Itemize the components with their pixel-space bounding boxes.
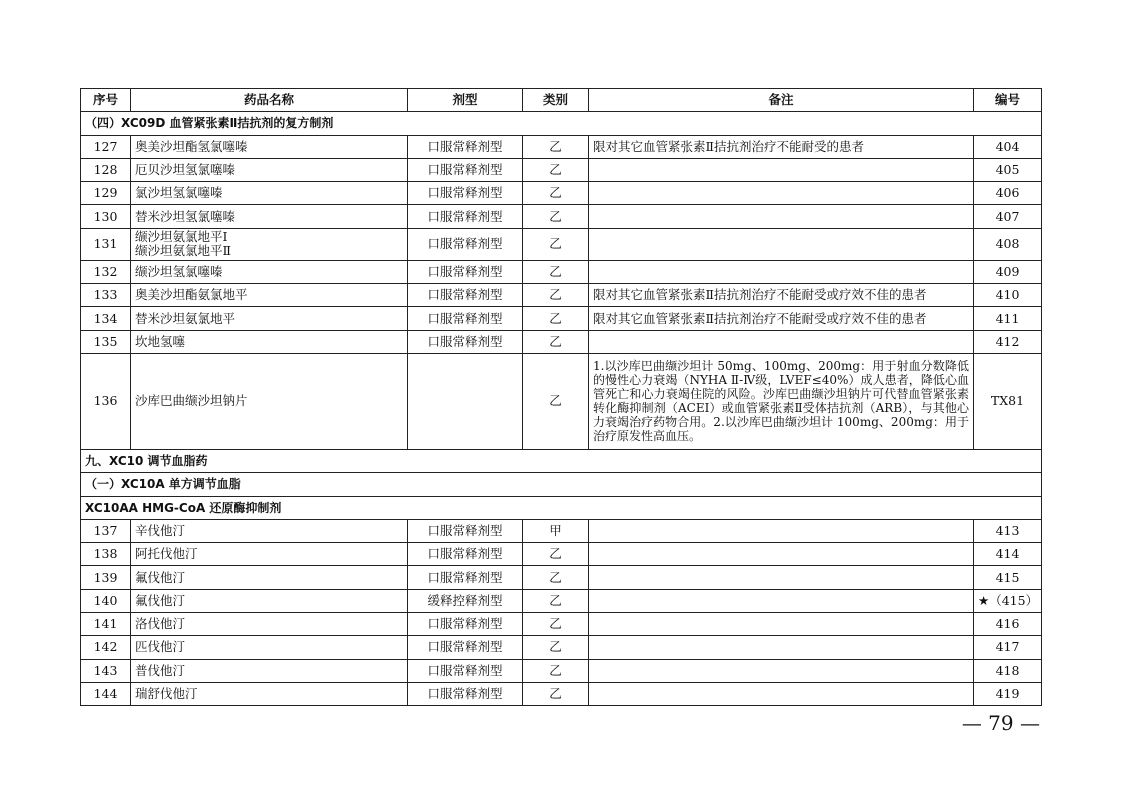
- cell-name: 氯沙坦氢氯噻嗪: [131, 182, 408, 205]
- cell-name: 坎地氢噻: [131, 330, 408, 353]
- table-row: [81, 659, 1042, 682]
- section-title: XC10AA HMG-CoA 还原酶抑制剂: [81, 496, 1042, 519]
- cell-note: [589, 260, 974, 283]
- cell-note: 1.以沙库巴曲缬沙坦计 50mg、100mg、200mg：用于射血分数降低的慢性心力衰竭（NYHA Ⅱ-Ⅳ级，LVEF≤40%）成人患者，降低心血管死亡和心力衰竭住院的风险。沙库巴曲缬沙坦钠片可代替血管紧张素转化酶抑制剂（ACEI）或血管紧张素Ⅱ受体拮抗剂（ARB），与其他心力衰竭治疗药物合用。2.以沙库巴曲缬沙坦计 100mg、200mg：用于治疗原发性高血压。: [589, 353, 974, 449]
- section-title: （四）XC09D 血管紧张素Ⅱ拮抗剂的复方制剂: [81, 112, 1042, 135]
- cell-name: 奥美沙坦酯氢氯噻嗪: [131, 135, 408, 158]
- table-row: [81, 135, 1042, 158]
- cell-category: 乙: [523, 135, 589, 158]
- cell-no: 143: [81, 659, 131, 682]
- cell-form: 口服常释剂型: [408, 566, 523, 589]
- cell-category: 乙: [523, 659, 589, 682]
- cell-form: 口服常释剂型: [408, 182, 523, 205]
- cell-name-line: 缬沙坦氨氯地平Ⅱ: [135, 243, 231, 259]
- cell-category: 乙: [523, 613, 589, 636]
- cell-note: [589, 613, 974, 636]
- cell-form: [408, 353, 523, 449]
- table-row: [81, 613, 1042, 636]
- cell-code: 416: [974, 613, 1042, 636]
- cell-form: 口服常释剂型: [408, 158, 523, 181]
- cell-name-line: 缬沙坦氨氯地平Ⅰ: [135, 229, 228, 245]
- table-row: [81, 353, 1042, 449]
- cell-no: 131: [81, 228, 131, 260]
- table-row: [81, 566, 1042, 589]
- cell-code: 408: [974, 228, 1042, 260]
- table-row: [81, 260, 1042, 283]
- cell-no: 138: [81, 543, 131, 566]
- cell-code: 414: [974, 543, 1042, 566]
- table-row: [81, 636, 1042, 659]
- cell-no: 141: [81, 613, 131, 636]
- cell-form: 口服常释剂型: [408, 205, 523, 228]
- cell-note: [589, 682, 974, 705]
- cell-name: 替米沙坦氨氯地平: [131, 307, 408, 330]
- cell-category: 乙: [523, 205, 589, 228]
- cell-note: [589, 566, 974, 589]
- cell-category: 乙: [523, 682, 589, 705]
- cell-note: 限对其它血管紧张素Ⅱ拮抗剂治疗不能耐受的患者: [589, 135, 974, 158]
- cell-no: 142: [81, 636, 131, 659]
- cell-code: 409: [974, 260, 1042, 283]
- cell-no: 129: [81, 182, 131, 205]
- cell-name: [131, 228, 408, 260]
- cell-category: 乙: [523, 589, 589, 612]
- cell-note: [589, 519, 974, 542]
- table-row: [81, 589, 1042, 612]
- cell-form: 口服常释剂型: [408, 135, 523, 158]
- cell-no: 137: [81, 519, 131, 542]
- cell-name: 缬沙坦氢氯噻嗪: [131, 260, 408, 283]
- table-row: [81, 284, 1042, 307]
- cell-category: 乙: [523, 353, 589, 449]
- header-name: 药品名称: [131, 89, 408, 112]
- cell-name: 替米沙坦氢氯噻嗪: [131, 205, 408, 228]
- cell-no: 132: [81, 260, 131, 283]
- cell-name: 匹伐他汀: [131, 636, 408, 659]
- cell-form: 口服常释剂型: [408, 330, 523, 353]
- cell-note: [589, 543, 974, 566]
- cell-no: 128: [81, 158, 131, 181]
- cell-category: 乙: [523, 566, 589, 589]
- cell-name: 奥美沙坦酯氨氯地平: [131, 284, 408, 307]
- cell-form: 口服常释剂型: [408, 519, 523, 542]
- cell-no: 130: [81, 205, 131, 228]
- cell-form: 口服常释剂型: [408, 307, 523, 330]
- cell-note: 限对其它血管紧张素Ⅱ拮抗剂治疗不能耐受或疗效不佳的患者: [589, 307, 974, 330]
- cell-form: 口服常释剂型: [408, 659, 523, 682]
- cell-category: 乙: [523, 543, 589, 566]
- cell-category: 乙: [523, 330, 589, 353]
- table-row: [81, 330, 1042, 353]
- page-number: — 79 —: [961, 711, 1040, 735]
- table-row: [81, 182, 1042, 205]
- drug-table: [80, 88, 1042, 706]
- cell-form: 口服常释剂型: [408, 260, 523, 283]
- header-form: 剂型: [408, 89, 523, 112]
- cell-category: 乙: [523, 182, 589, 205]
- cell-name: 沙库巴曲缬沙坦钠片: [131, 353, 408, 449]
- cell-note: [589, 636, 974, 659]
- cell-category: 乙: [523, 158, 589, 181]
- table-row: [81, 205, 1042, 228]
- cell-name: 普伐他汀: [131, 659, 408, 682]
- header-note: 备注: [589, 89, 974, 112]
- table-header-row: [81, 89, 1042, 112]
- cell-no: 136: [81, 353, 131, 449]
- cell-category: 甲: [523, 519, 589, 542]
- cell-code: 405: [974, 158, 1042, 181]
- table-row: [81, 682, 1042, 705]
- header-code: 编号: [974, 89, 1042, 112]
- header-category: 类别: [523, 89, 589, 112]
- cell-no: 144: [81, 682, 131, 705]
- section-title: 九、XC10 调节血脂药: [81, 449, 1042, 472]
- section-row: [81, 112, 1042, 135]
- cell-category: 乙: [523, 636, 589, 659]
- cell-note: [589, 228, 974, 260]
- cell-note: [589, 659, 974, 682]
- cell-note: 限对其它血管紧张素Ⅱ拮抗剂治疗不能耐受或疗效不佳的患者: [589, 284, 974, 307]
- cell-note: [589, 158, 974, 181]
- cell-code: 413: [974, 519, 1042, 542]
- cell-form: 口服常释剂型: [408, 636, 523, 659]
- cell-code: 419: [974, 682, 1042, 705]
- cell-no: 140: [81, 589, 131, 612]
- table-row: [81, 543, 1042, 566]
- cell-note: [589, 182, 974, 205]
- cell-code: 412: [974, 330, 1042, 353]
- cell-category: 乙: [523, 307, 589, 330]
- cell-code: TX81: [974, 353, 1042, 449]
- cell-name: 阿托伐他汀: [131, 543, 408, 566]
- cell-form: 口服常释剂型: [408, 543, 523, 566]
- cell-form: 口服常释剂型: [408, 682, 523, 705]
- cell-no: 134: [81, 307, 131, 330]
- cell-code: 418: [974, 659, 1042, 682]
- cell-name: 瑞舒伐他汀: [131, 682, 408, 705]
- cell-name: 氟伐他汀: [131, 566, 408, 589]
- cell-form: 口服常释剂型: [408, 613, 523, 636]
- table-row: [81, 307, 1042, 330]
- cell-code: 417: [974, 636, 1042, 659]
- cell-name: 氟伐他汀: [131, 589, 408, 612]
- cell-note: [589, 330, 974, 353]
- table-row: [81, 228, 1042, 260]
- cell-code: ★（415）: [974, 589, 1042, 612]
- cell-code: 407: [974, 205, 1042, 228]
- section-row: [81, 496, 1042, 519]
- cell-note: [589, 589, 974, 612]
- section-row: [81, 473, 1042, 496]
- cell-code: 410: [974, 284, 1042, 307]
- section-title: （一）XC10A 单方调节血脂: [81, 473, 1042, 496]
- cell-no: 133: [81, 284, 131, 307]
- cell-code: 411: [974, 307, 1042, 330]
- cell-name: 厄贝沙坦氢氯噻嗪: [131, 158, 408, 181]
- cell-form: 缓释控释剂型: [408, 589, 523, 612]
- cell-code: 415: [974, 566, 1042, 589]
- cell-no: 127: [81, 135, 131, 158]
- section-row: [81, 449, 1042, 472]
- cell-category: 乙: [523, 228, 589, 260]
- cell-no: 139: [81, 566, 131, 589]
- cell-category: 乙: [523, 260, 589, 283]
- cell-no: 135: [81, 330, 131, 353]
- cell-code: 404: [974, 135, 1042, 158]
- cell-form: 口服常释剂型: [408, 228, 523, 260]
- table-row: [81, 158, 1042, 181]
- cell-form: 口服常释剂型: [408, 284, 523, 307]
- cell-name: 洛伐他汀: [131, 613, 408, 636]
- cell-note: [589, 205, 974, 228]
- header-no: 序号: [81, 89, 131, 112]
- table-row: [81, 519, 1042, 542]
- cell-name: 辛伐他汀: [131, 519, 408, 542]
- cell-code: 406: [974, 182, 1042, 205]
- cell-category: 乙: [523, 284, 589, 307]
